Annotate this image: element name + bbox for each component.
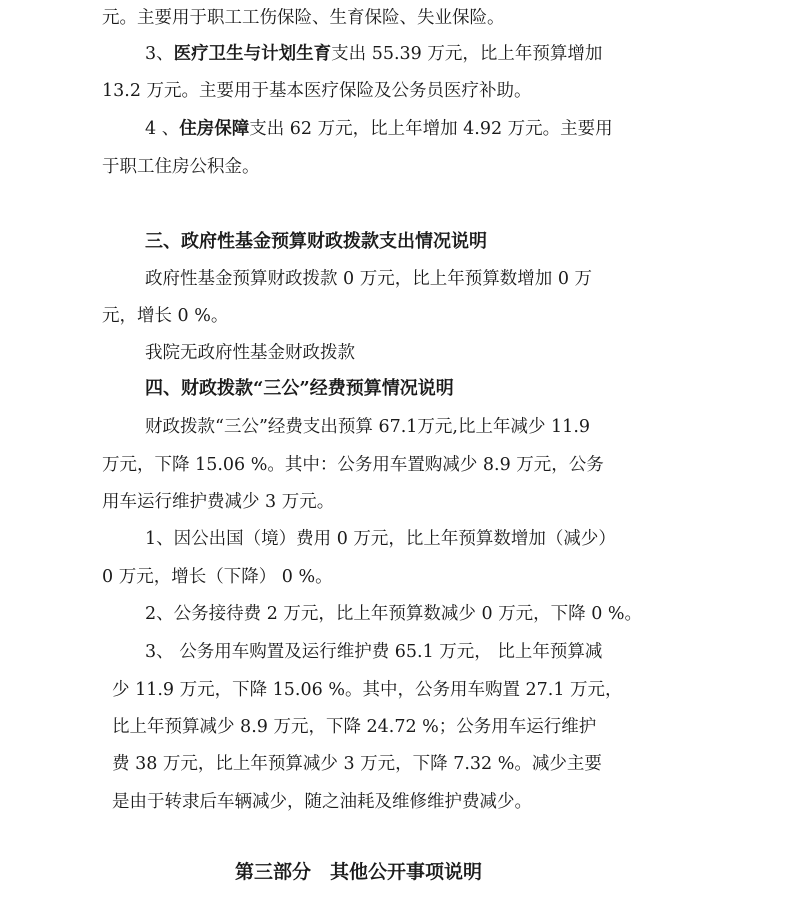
p2-keyword: 医疗卫生与计划生育: [173, 44, 332, 64]
p3-keyword: 住房保障: [179, 119, 250, 139]
p2-number: 3、: [145, 44, 174, 64]
item2-line1: 2、公务接待费 2 万元，比上年预算数减少 0 万元，下降 0 %。: [145, 604, 643, 624]
section3-line3: 我院无政府性基金财政拨款: [145, 343, 355, 363]
p3-line1: [145, 117, 613, 141]
item1-line1: 1、因公出国（境）费用 0 万元，比上年预算数增加（减少）: [145, 529, 616, 549]
p3-text: 支出 62 万元，比上年增加 4.92 万元。主要用: [249, 119, 613, 139]
section4-intro-line3: 用车运行维护费减少 3 万元。: [102, 492, 335, 512]
section3-line1: 政府性基金预算财政拨款 0 万元，比上年预算数增加 0 万: [145, 269, 593, 289]
p3-number: 4 、: [145, 119, 180, 139]
item1-line2: 0 万元，增长（下降） 0 %。: [102, 567, 333, 587]
item3-line2: 少 11.9 万元，下降 15.06 %。其中，公务用车购置 27.1 万元，: [112, 680, 623, 700]
section3-line2: 元，增长 0 %。: [102, 306, 229, 326]
item3-line4: 费 38 万元，比上年预算减少 3 万元，下降 7.32 %。减少主要: [112, 754, 602, 774]
section4-intro-line1: 财政拨款“三公”经费支出预算 67.1万元,比上年减少 11.9: [145, 417, 591, 437]
p2-line1: [145, 42, 602, 66]
item3-line5: 是由于转隶后车辆减少，随之油耗及维修维护费减少。: [112, 792, 532, 812]
p1-line1: 元。主要用于职工工伤保险、生育保险、失业保险。: [102, 8, 505, 28]
item3-line3: 比上年预算减少 8.9 万元，下降 24.72 %；公务用车运行维护: [112, 717, 597, 737]
part3-title: 第三部分 其他公开事项说明: [235, 861, 483, 883]
p2-text: 支出 55.39 万元，比上年预算增加: [331, 44, 603, 64]
section4-intro-line2: 万元，下降 15.06 %。其中：公务用车置购减少 8.9 万元，公务: [102, 455, 604, 475]
p2-line2: 13.2 万元。主要用于基本医疗保险及公务员医疗补助。: [102, 81, 532, 101]
section3-heading: 三、政府性基金预算财政拨款支出情况说明: [145, 231, 487, 252]
section4-heading: 四、财政拨款“三公”经费预算情况说明: [145, 378, 454, 399]
p3-line2: 于职工住房公积金。: [102, 157, 260, 177]
item3-line1: 3、 公务用车购置及运行维护费 65.1 万元， 比上年预算减: [145, 642, 603, 662]
